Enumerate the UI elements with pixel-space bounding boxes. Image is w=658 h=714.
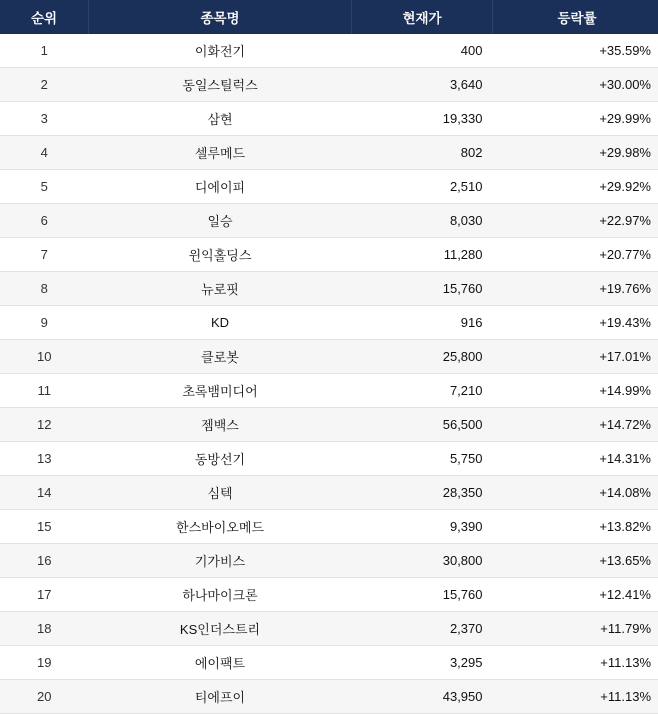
cell-name[interactable]: 뉴로핏: [89, 272, 352, 306]
table-row[interactable]: [0, 204, 658, 238]
cell-rate: +30.00%: [493, 68, 658, 102]
table-row[interactable]: [0, 238, 658, 272]
table-header-row: [0, 0, 658, 34]
cell-rate: +35.59%: [493, 34, 658, 68]
cell-name[interactable]: 동방선기: [89, 442, 352, 476]
cell-rank: 3: [0, 102, 89, 136]
column-header-price[interactable]: 현재가: [352, 0, 493, 34]
cell-rank: 18: [0, 612, 89, 646]
column-header-rate[interactable]: 등락률: [493, 0, 658, 34]
cell-rank: 17: [0, 578, 89, 612]
cell-rank: 1: [0, 34, 89, 68]
cell-rate: +14.99%: [493, 374, 658, 408]
cell-name[interactable]: 셀루메드: [89, 136, 352, 170]
cell-rate: +22.97%: [493, 204, 658, 238]
cell-name[interactable]: 기가비스: [89, 544, 352, 578]
table-row[interactable]: [0, 544, 658, 578]
cell-name[interactable]: 일승: [89, 204, 352, 238]
cell-rank: 4: [0, 136, 89, 170]
cell-rate: +14.31%: [493, 442, 658, 476]
cell-rate: +17.01%: [493, 340, 658, 374]
cell-rate: +12.41%: [493, 578, 658, 612]
cell-name[interactable]: 이화전기: [89, 34, 352, 68]
cell-rate: +20.77%: [493, 238, 658, 272]
cell-rank: 11: [0, 374, 89, 408]
cell-price: 400: [352, 34, 493, 68]
cell-name[interactable]: 디에이피: [89, 170, 352, 204]
cell-rank: 12: [0, 408, 89, 442]
cell-price: 3,640: [352, 68, 493, 102]
cell-price: 5,750: [352, 442, 493, 476]
table-row[interactable]: [0, 340, 658, 374]
cell-price: 28,350: [352, 476, 493, 510]
cell-name[interactable]: 티에프이: [89, 680, 352, 714]
cell-rank: 6: [0, 204, 89, 238]
cell-price: 43,950: [352, 680, 493, 714]
cell-rate: +14.72%: [493, 408, 658, 442]
cell-price: 2,510: [352, 170, 493, 204]
cell-rank: 10: [0, 340, 89, 374]
cell-name[interactable]: 삼현: [89, 102, 352, 136]
cell-price: 19,330: [352, 102, 493, 136]
cell-rate: +11.13%: [493, 646, 658, 680]
cell-price: 30,800: [352, 544, 493, 578]
cell-price: 9,390: [352, 510, 493, 544]
table-row[interactable]: [0, 68, 658, 102]
cell-rate: +29.92%: [493, 170, 658, 204]
cell-rank: 9: [0, 306, 89, 340]
table-row[interactable]: [0, 612, 658, 646]
column-header-rank[interactable]: 순위: [0, 0, 89, 34]
cell-rate: +29.98%: [493, 136, 658, 170]
cell-rate: +11.13%: [493, 680, 658, 714]
cell-rank: 5: [0, 170, 89, 204]
cell-rank: 16: [0, 544, 89, 578]
cell-price: 7,210: [352, 374, 493, 408]
table-row[interactable]: [0, 680, 658, 714]
cell-name[interactable]: 심텍: [89, 476, 352, 510]
table-row[interactable]: [0, 408, 658, 442]
table-row[interactable]: [0, 170, 658, 204]
cell-price: 15,760: [352, 272, 493, 306]
cell-name[interactable]: 윈익홀딩스: [89, 238, 352, 272]
cell-rate: +13.82%: [493, 510, 658, 544]
cell-name[interactable]: KD: [89, 306, 352, 340]
cell-price: 25,800: [352, 340, 493, 374]
table-row[interactable]: [0, 646, 658, 680]
table-row[interactable]: [0, 476, 658, 510]
cell-name[interactable]: 초록뱀미디어: [89, 374, 352, 408]
cell-name[interactable]: KS인더스트리: [89, 612, 352, 646]
table-row[interactable]: [0, 510, 658, 544]
cell-rate: +11.79%: [493, 612, 658, 646]
cell-price: 56,500: [352, 408, 493, 442]
table-row[interactable]: [0, 272, 658, 306]
cell-rank: 7: [0, 238, 89, 272]
cell-price: 8,030: [352, 204, 493, 238]
table-row[interactable]: [0, 374, 658, 408]
cell-name[interactable]: 클로봇: [89, 340, 352, 374]
cell-price: 15,760: [352, 578, 493, 612]
cell-rate: +14.08%: [493, 476, 658, 510]
cell-price: 802: [352, 136, 493, 170]
cell-price: 11,280: [352, 238, 493, 272]
table-row[interactable]: [0, 578, 658, 612]
table-row[interactable]: [0, 102, 658, 136]
cell-rank: 20: [0, 680, 89, 714]
cell-name[interactable]: 젬백스: [89, 408, 352, 442]
cell-rate: +13.65%: [493, 544, 658, 578]
table-body: [0, 34, 658, 714]
cell-rate: +19.43%: [493, 306, 658, 340]
cell-name[interactable]: 에이팩트: [89, 646, 352, 680]
cell-rank: 13: [0, 442, 89, 476]
cell-rank: 8: [0, 272, 89, 306]
table-header: [0, 0, 658, 34]
cell-name[interactable]: 한스바이오메드: [89, 510, 352, 544]
cell-rank: 2: [0, 68, 89, 102]
cell-rate: +19.76%: [493, 272, 658, 306]
cell-rate: +29.99%: [493, 102, 658, 136]
table-row[interactable]: [0, 136, 658, 170]
table-row[interactable]: [0, 442, 658, 476]
cell-rank: 19: [0, 646, 89, 680]
column-header-name[interactable]: 종목명: [89, 0, 352, 34]
cell-name[interactable]: 하나마이크론: [89, 578, 352, 612]
cell-price: 916: [352, 306, 493, 340]
cell-name[interactable]: 동일스틸럭스: [89, 68, 352, 102]
table-row[interactable]: [0, 306, 658, 340]
cell-rank: 15: [0, 510, 89, 544]
cell-rank: 14: [0, 476, 89, 510]
cell-price: 2,370: [352, 612, 493, 646]
cell-price: 3,295: [352, 646, 493, 680]
table-row[interactable]: [0, 34, 658, 68]
